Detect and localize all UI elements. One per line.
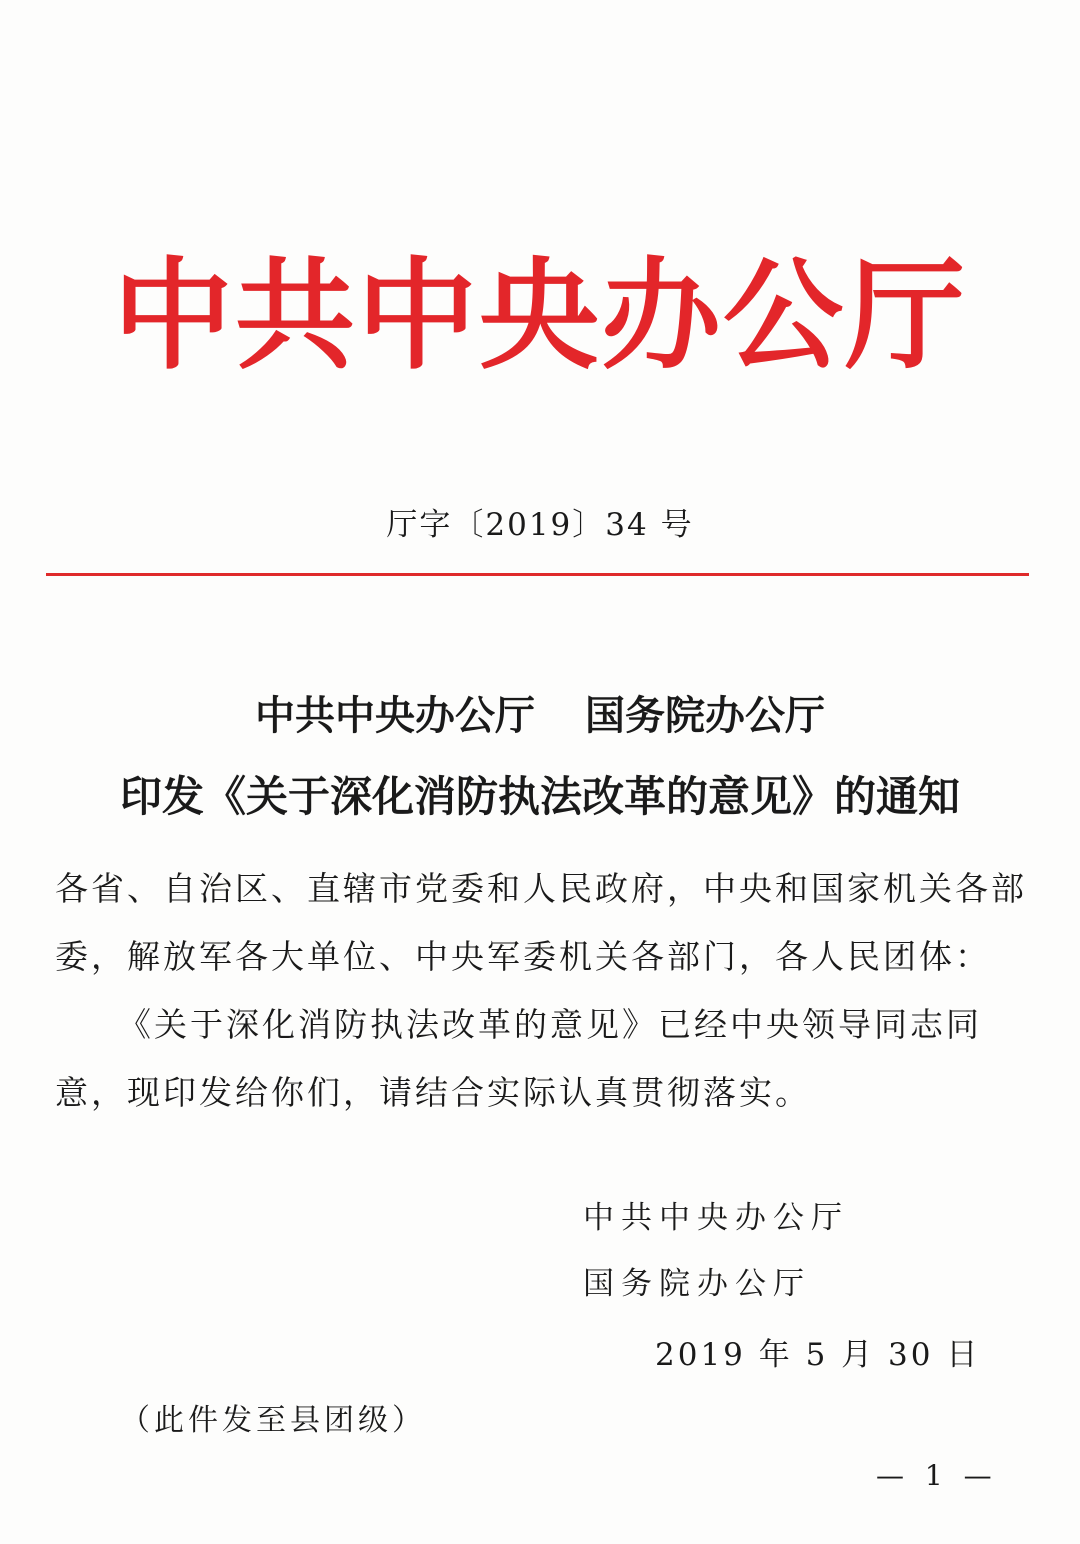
page-number: — 1 — bbox=[876, 1459, 998, 1492]
document-title-line-1 bbox=[0, 688, 1080, 744]
body-line: 意，现印发给你们，请结合实际认真贯彻落实。 bbox=[55, 1073, 811, 1112]
issue-date: 2019 年 5 月 30 日 bbox=[655, 1337, 981, 1373]
body-line: 委，解放军各大单位、中央军委机关各部门，各人民团体： bbox=[55, 937, 991, 976]
body-line: 《关于深化消防执法改革的意见》已经中央领导同志同 bbox=[118, 1005, 982, 1044]
red-masthead-title: 中共中央办公厅 bbox=[113, 247, 967, 386]
document-title-line-2: 印发《关于深化消防执法改革的意见》的通知 bbox=[119, 772, 960, 821]
body-line: 各省、自治区、直辖市党委和人民政府，中央和国家机关各部 bbox=[55, 869, 1027, 908]
title-issuer-a: 中共中央办公厅 bbox=[255, 693, 535, 739]
distribution-note: （此件发至县团级） bbox=[120, 1403, 426, 1438]
title-issuer-b: 国务院办公厅 bbox=[585, 693, 825, 739]
red-separator-line bbox=[46, 573, 1029, 576]
signer-name: 中共中央办公厅 bbox=[583, 1200, 849, 1236]
signer-name: 国务院办公厅 bbox=[583, 1266, 811, 1302]
document-number: 厅字〔2019〕34 号 bbox=[386, 507, 694, 543]
